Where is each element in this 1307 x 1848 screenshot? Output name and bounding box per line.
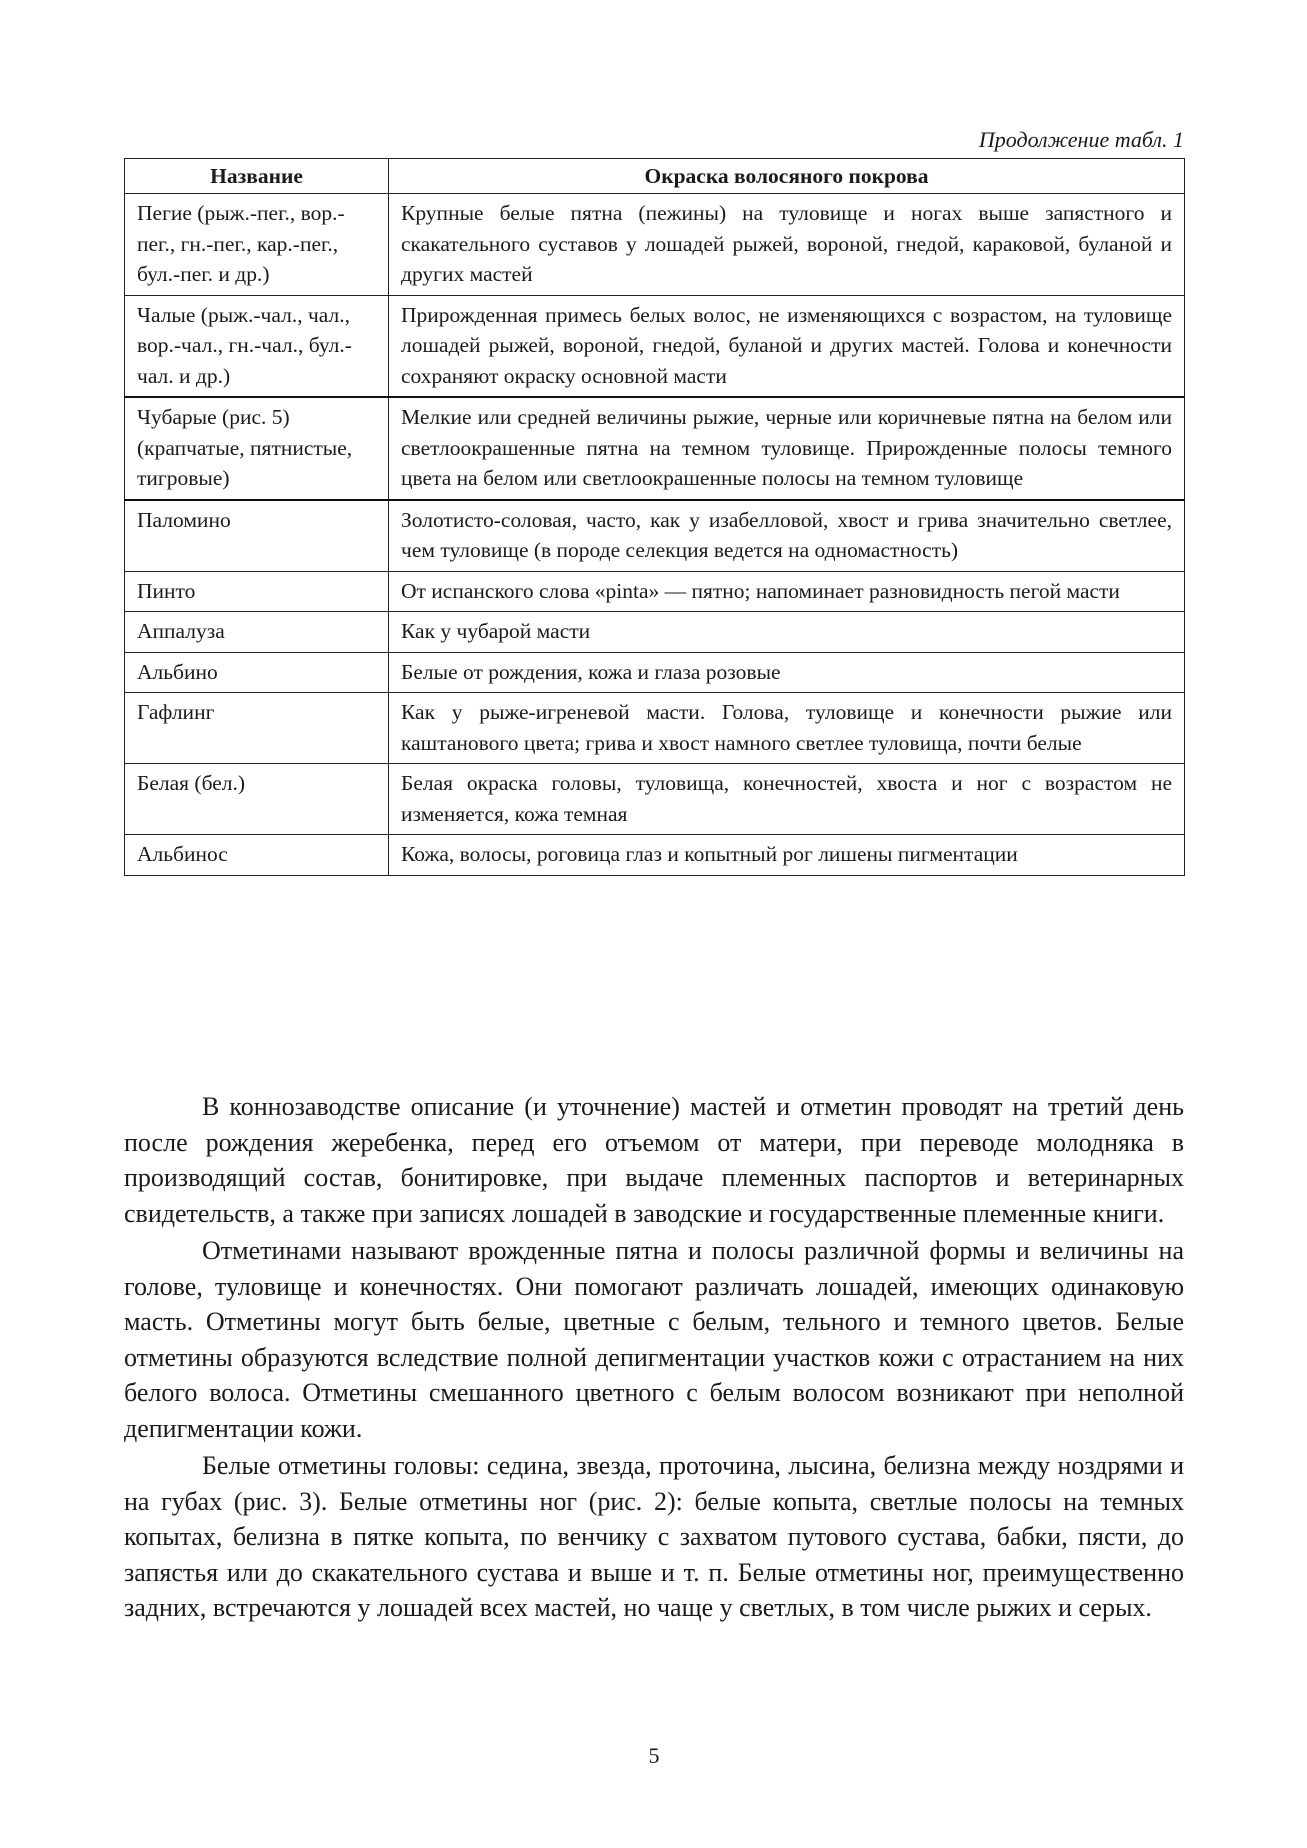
table-row — [125, 764, 1185, 835]
row-name: Пинто — [125, 571, 389, 612]
table-row — [125, 693, 1185, 764]
table-row — [125, 194, 1185, 296]
row-description: Как у чубарой масти — [389, 612, 1185, 653]
row-name: Белая (бел.) — [125, 764, 389, 835]
table-row — [125, 397, 1185, 500]
row-description: Как у рыже-игреневой масти. Голова, туловище и конечности рыжие или каштанового цвета; грива и хвост намного светлее туловища, почти белые — [389, 693, 1185, 764]
row-description: Прирожденная примесь белых волос, не изменяющихся с возрастом, на туловище лошадей рыжей, вороной, гнедой, буланой и других мастей. Голова и конечности сохраняют окраску основной масти — [389, 295, 1185, 397]
table-row — [125, 612, 1185, 653]
table-row — [125, 835, 1185, 876]
row-name: Чубарые (рис. 5) (крапчатые, пятнистые, тигровые) — [125, 397, 389, 500]
row-name: Гафлинг — [125, 693, 389, 764]
table-continuation-label: Продолжение табл. 1 — [978, 127, 1184, 152]
row-name: Пегие (рыж.-пег., вор.-пег., гн.-пег., кар.-пег., бул.-пег. и др.) — [125, 194, 389, 296]
paragraph: Отметинами называют врожденные пятна и полосы различной формы и величины на голове, туловище и конечностях. Они помогают различать лошадей, имеющих одинаковую масть. Отметины могут быть белые, цветные с белым, тельного и темного цветов. Белые отметины образуются вследствие полной депигментации участков кожи с отрастанием на них белого волоса. Отметины смешанного цветного с белым волосом возникают при неполной депигментации кожи. — [124, 1236, 1184, 1443]
paragraph: В коннозаводстве описание (и уточнение) мастей и отметин проводят на третий день после рождения жеребенка, перед его отъемом от матери, при переводе молодняка в производящий состав, бонитировке, при выдаче племенных паспортов и ветеринарных свидетельств, а также при записях лошадей в заводские и государственные племенные книги. — [124, 1092, 1184, 1228]
row-description: Белая окраска головы, туловища, конечностей, хвоста и ног с возрастом не изменяется, кожа темная — [389, 764, 1185, 835]
row-description: От испанского слова «pinta» — пятно; напоминает разновидность пегой масти — [389, 571, 1185, 612]
row-description: Крупные белые пятна (пежины) на туловище и ногах выше запястного и скакательного суставов у лошадей рыжей, вороной, гнедой, караковой, буланой и других мастей — [389, 194, 1185, 296]
row-description: Белые от рождения, кожа и глаза розовые — [389, 652, 1185, 693]
body-text — [124, 1089, 1184, 1628]
paragraph: Белые отметины головы: седина, звезда, проточина, лысина, белизна между ноздрями и на губах (рис. 3). Белые отметины ног (рис. 2): белые копыта, светлые полосы на темных копытах, белизна в пятке копыта, по венчику с захватом путового сустава, бабки, пясти, до запястья или до скакательного сустава и выше и т. п. Белые отметины ног, преимущественно задних, встречаются у лошадей всех мастей, но чаще у светлых, в том числе рыжих и серых. — [124, 1451, 1184, 1622]
column-header-coloring: Окраска волосяного покрова — [389, 159, 1185, 194]
page-number: 5 — [648, 1743, 660, 1768]
table-header-row — [125, 159, 1185, 194]
table-row — [125, 571, 1185, 612]
row-name: Альбинос — [125, 835, 389, 876]
table-row — [125, 295, 1185, 397]
row-name: Паломино — [125, 500, 389, 572]
table-row — [125, 652, 1185, 693]
row-name: Альбино — [125, 652, 389, 693]
column-header-name: Название — [125, 159, 389, 194]
row-name: Аппалуза — [125, 612, 389, 653]
row-description: Золотисто-соловая, часто, как у изабелловой, хвост и грива значительно светлее, чем туловище (в породе селекция ведется на одномастность) — [389, 500, 1185, 572]
row-name: Чалые (рыж.-чал., чал., вор.-чал., гн.-чал., бул.-чал. и др.) — [125, 295, 389, 397]
row-description: Мелкие или средней величины рыжие, черные или коричневые пятна на белом или светлоокрашенные пятна на темном туловище. Прирожденные полосы темного цвета на белом или светлоокрашенные полосы на темном туловище — [389, 397, 1185, 500]
row-description: Кожа, волосы, роговица глаз и копытный рог лишены пигментации — [389, 835, 1185, 876]
coat-colors-table — [124, 158, 1185, 876]
table-row — [125, 500, 1185, 572]
